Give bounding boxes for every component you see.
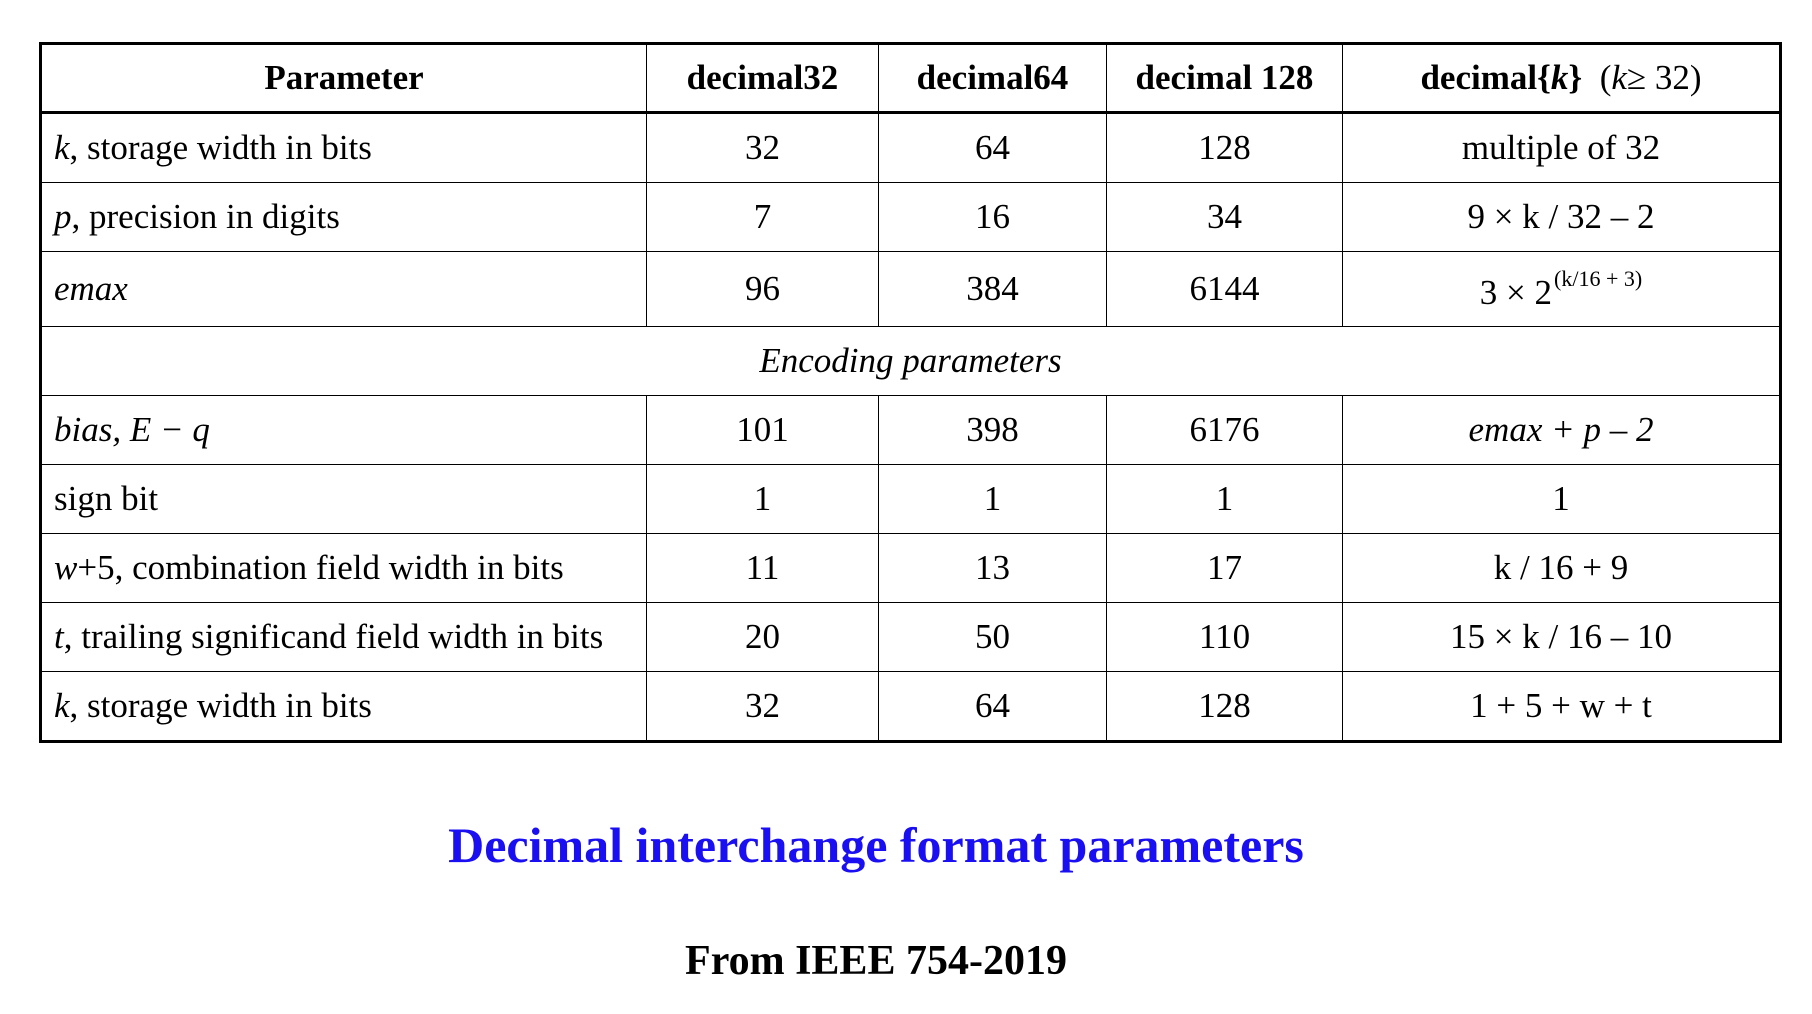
decimal-format-parameters-table bbox=[39, 42, 1782, 743]
decimal128-value: 1 bbox=[1107, 465, 1343, 534]
figure-title: Decimal interchange format parameters bbox=[448, 817, 1304, 873]
table-row bbox=[41, 534, 1781, 603]
parameters-table-container bbox=[39, 42, 1779, 743]
decimal128-value: 6144 bbox=[1107, 252, 1343, 327]
decimal64-value: 13 bbox=[879, 534, 1107, 603]
decimal128-value: 6176 bbox=[1107, 396, 1343, 465]
param-text: , precision in digits bbox=[71, 197, 340, 236]
param-text: sign bit bbox=[54, 479, 159, 518]
decimal64-value: 16 bbox=[879, 183, 1107, 252]
header-decimal-k-symbol: k bbox=[1550, 58, 1569, 97]
param-symbol: k bbox=[54, 686, 70, 725]
decimal-k-value: emax + p – 2 bbox=[1343, 396, 1781, 465]
decimal32-value: 11 bbox=[647, 534, 879, 603]
emax-formula-exponent: (k/16 + 3) bbox=[1554, 265, 1643, 291]
param-cell bbox=[41, 113, 647, 183]
param-symbol: bias, E − q bbox=[54, 410, 210, 449]
decimal-k-value: 1 bbox=[1343, 465, 1781, 534]
param-text: , trailing significand field width in bits bbox=[63, 617, 604, 656]
decimal128-value: 34 bbox=[1107, 183, 1343, 252]
decimal64-value: 1 bbox=[879, 465, 1107, 534]
decimal-k-value bbox=[1343, 252, 1781, 327]
param-text: , storage width in bits bbox=[69, 686, 372, 725]
param-symbol: emax bbox=[54, 269, 128, 308]
param-cell bbox=[41, 183, 647, 252]
header-decimal-k bbox=[1343, 44, 1781, 113]
header-parameter: Parameter bbox=[41, 44, 647, 113]
decimal-k-value: 15 × k / 16 – 10 bbox=[1343, 603, 1781, 672]
decimal32-value: 32 bbox=[647, 672, 879, 742]
header-decimal-k-condition-symbol: k bbox=[1611, 58, 1627, 97]
table-row bbox=[41, 672, 1781, 742]
param-cell bbox=[41, 465, 647, 534]
table-row bbox=[41, 396, 1781, 465]
header-decimal64: decimal64 bbox=[879, 44, 1107, 113]
decimal-k-value: multiple of 32 bbox=[1343, 113, 1781, 183]
header-decimal-k-suffix: } bbox=[1568, 58, 1583, 97]
section-row bbox=[41, 327, 1781, 396]
param-symbol: p bbox=[54, 197, 72, 236]
decimal128-value: 17 bbox=[1107, 534, 1343, 603]
table-row bbox=[41, 183, 1781, 252]
emax-formula-base: 3 × 2 bbox=[1479, 272, 1553, 312]
decimal64-value: 50 bbox=[879, 603, 1107, 672]
param-cell bbox=[41, 252, 647, 327]
table-header-row bbox=[41, 44, 1781, 113]
decimal64-value: 398 bbox=[879, 396, 1107, 465]
table-row bbox=[41, 113, 1781, 183]
decimal32-value: 32 bbox=[647, 113, 879, 183]
param-cell bbox=[41, 534, 647, 603]
header-decimal32: decimal32 bbox=[647, 44, 879, 113]
header-decimal-k-prefix: decimal{ bbox=[1420, 58, 1551, 97]
figure-source: From IEEE 754-2019 bbox=[685, 938, 1067, 984]
decimal32-value: 7 bbox=[647, 183, 879, 252]
encoding-parameters-label: Encoding parameters bbox=[41, 327, 1781, 396]
param-symbol: t bbox=[54, 617, 64, 656]
table-row bbox=[41, 252, 1781, 327]
header-decimal-k-condition-open: ( bbox=[1599, 58, 1612, 97]
param-cell bbox=[41, 672, 647, 742]
decimal32-value: 96 bbox=[647, 252, 879, 327]
header-decimal-k-condition-rest: ≥ 32) bbox=[1626, 58, 1702, 97]
param-text: , storage width in bits bbox=[69, 128, 372, 167]
decimal32-value: 101 bbox=[647, 396, 879, 465]
param-cell bbox=[41, 396, 647, 465]
decimal-k-value: k / 16 + 9 bbox=[1343, 534, 1781, 603]
decimal32-value: 1 bbox=[647, 465, 879, 534]
param-symbol: w bbox=[54, 548, 78, 587]
table-row bbox=[41, 465, 1781, 534]
decimal64-value: 64 bbox=[879, 113, 1107, 183]
decimal64-value: 384 bbox=[879, 252, 1107, 327]
decimal128-value: 110 bbox=[1107, 603, 1343, 672]
decimal-k-value: 9 × k / 32 – 2 bbox=[1343, 183, 1781, 252]
param-symbol: k bbox=[54, 128, 70, 167]
param-text: +5, combination field width in bits bbox=[77, 548, 564, 587]
decimal32-value: 20 bbox=[647, 603, 879, 672]
decimal128-value: 128 bbox=[1107, 113, 1343, 183]
param-cell bbox=[41, 603, 647, 672]
decimal-k-value: 1 + 5 + w + t bbox=[1343, 672, 1781, 742]
decimal64-value: 64 bbox=[879, 672, 1107, 742]
decimal128-value: 128 bbox=[1107, 672, 1343, 742]
table-row bbox=[41, 603, 1781, 672]
header-decimal128: decimal 128 bbox=[1107, 44, 1343, 113]
